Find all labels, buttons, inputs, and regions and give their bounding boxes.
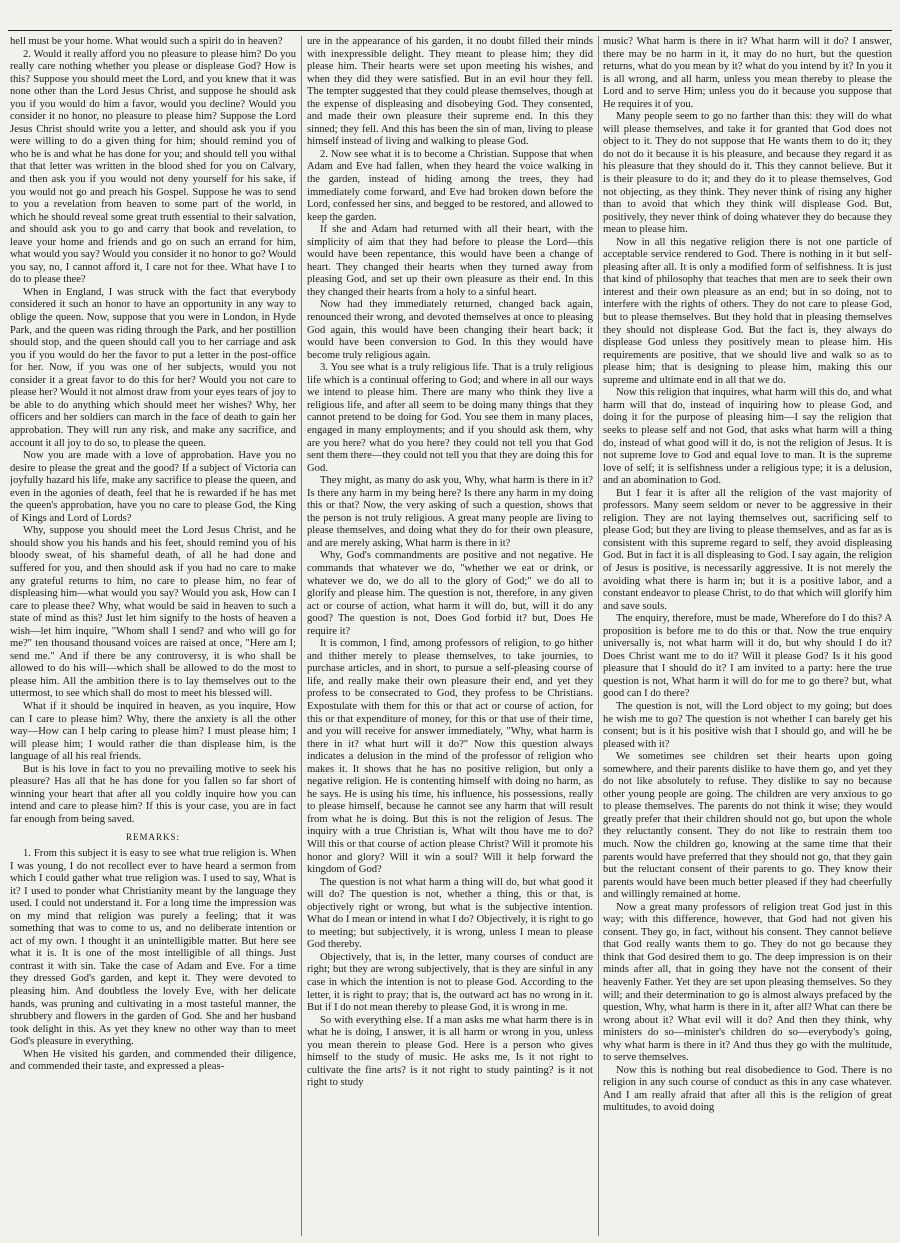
paragraph: The question is not what harm a thing will do, but what good it will do? The question is not, whether a thing, this or that, is objectively right or wrong, but what is the subjective intention. What do I mean or intend in what I do? Objectively, it is right to go to meeting; but subjectively, it is wrong, unless I mean to please God thereby. [307,876,593,951]
paragraph: But I fear it is after all the religion of the vast majority of professors. Many seem seldom or never to be aggressive in their religion. They are not laying themselves out, sacrificing self to please God; but they are living to please themselves, and as far as is consistent with this supreme regard to self, they avoid displeasing God. But in fact it is all displeasing to God. I say again, the religion of Jesus is positive, is necessarily aggressive. It is not merely the avoiding what there is harm in; but it is a positive labor, and a constant endeavor to please Christ, to do that which will glorify him and save souls. [603,487,892,612]
paragraph: ure in the appearance of his garden, it no doubt filled their minds with inexpressible delight. They meant to please him; they did please him. Their hearts were set upon meeting his wishes, and when they did they were satisfied. But in an evil hour they fell. The tempter suggested that they could please themselves, though at the expense of displeasing and disobeying God. They consented, and made their own pleasure their supreme end. In this they sinned; they fell. And this has been the sin of man, living to please himself instead of living and walking to please God. [307,36,593,148]
paragraph: Now this religion that inquires, what harm will this do, and what harm will that do, instead of inquiring how to please God, and doing it for the purpose of pleasing him—I say the religion that seeks to please self and not God, that asks what harm will a thing do, instead of what good will it do, is not the religion of Jesus. It is not supreme love to God and equal love to man. It is the supreme love of self; it is selfishness under a religious type; it is a delusion, and an abomination to God. [603,387,892,487]
paragraph: 1. From this subject it is easy to see what true religion is. When I was young, I do not recollect ever to have heard a sermon from which I could gather what true religion was. I used to say, What is it? I used to ponder what Christianity meant by the language they used. I could not understand it. For a long time the impression was on my mind that religion was purely a feeling; that it was something that was to come to us, and no deliberate intention or act of my own. I thought it an unintelligible matter. But here see what it is. It is one of the most intelligible of all things. Just contrast it with sin. Take the case of Adam and Eve. For a time they dressed God's garden, and kept it. They were devoted to pleasing him. And doubtless the lovely Eve, with her delicate hands, was pruning and cultivating in a most tasteful manner, the shrubbery and flowers in the garden of God. She and her husband took delight in this. As yet they knew no other way than to meet God's pleasure in everything. [10,848,296,1048]
paragraph: The question is not, will the Lord object to my going; but does he wish me to go? The question is not whether I can barely get his consent; but is it his positive wish that I should go, and will he be pleased with it? [603,700,892,750]
paragraph: Objectively, that is, in the letter, many courses of conduct are right; but they are wrong subjectively, that is they are sinful in any case in which the intention is not to please God. According to the letter, it is right to pray; that is, the outward act has no wrong in it. But if I do not mean thereby to please God, it is wrong in me. [307,951,593,1014]
paragraph: But is his love in fact to you no prevailing motive to seek his pleasure? Has all that he has done for you fallen so far short of winning your heart that after all you coldly inquire how you can intend and care to please him? If this is your case, you are in fact far enough from being saved. [10,763,296,825]
paragraph: Why, God's commandments are positive and not negative. He commands that whatever we do, "whether we eat or drink, or whatever we do, we do all to the glory of God;" we do all to glorify and please him. The question is not, therefore, in any given act or course of action, what harm it will do, but, will it do any good? The question is not, Does God forbid it? but, Does He require it? [307,550,593,637]
paragraph: Now this is nothing but real disobedience to God. There is no religion in any such course of conduct as this in any case whatever. And I am really afraid that after all this is the religion of great multitudes, to avoid doing [603,1064,892,1114]
column-divider [598,36,599,1236]
paragraph: It is common, I find, among professors of religion, to go hither and thither merely to please themselves, to take journies, to purchase articles, and in short, to pursue a self-pleasing course of life, and really make their own pleasure their end, and yet they profess to be consecrated to God, they profess to be Christians. Expostulate with them for this or that act or course of action, for this or that expenditure of money, for this or that use of their time, and you will receive for answer immediately, "Why, what harm is there in it? what hurt will it do?" Now this question always indicates a delusion in the mind of the professor of religion who makes it. It shows that he has no positive religion, but only a negative religion. He is contenting himself with doing no harm, as he says. He is using his time, his influence, his possessions, really to please himself, because he cannot see any harm that will result from what he is doing. But this is not the religion of Jesus. The inquiry with a true Christian is, What wilt thou have me to do? Will this or that course of action please Christ? Will it promote his honor and glory? Will it win a soul? Will it help forward the kingdom of God? [307,638,593,876]
paragraph: Now had they immediately returned, changed back again, renounced their wrong, and devoted themselves at once to pleasing God again, this would have been changing their heart back; it would have been conversion to God. In this they would have become truly religious again. [307,299,593,361]
paragraph: So with everything else. If a man asks me what harm there is in what he is doing, I answer, it is all harm or wrong in you, unless you mean therein to please God. Here is a person who gives himself to the study of music. He asks me, Is it not right to cultivate the fine arts? is it not right to study painting? is it not right to study [307,1014,593,1089]
section-heading: REMARKS: [125,832,180,843]
column-2 [307,36,593,1238]
paragraph: Now you are made with a love of approbation. Have you no desire to please the great and the good? If a subject of Victoria can joyfully hazard his life, make any sacrifice to please the queen, and even in the agonies of death, feel that he is rewarded if he has met the queen's approbation, have you no care to please God, the King of Kings and Lord of Lords? [10,450,296,524]
paragraph: When in England, I was struck with the fact that everybody considered it such an honor to have an opportunity in any way to oblige the queen. Now, suppose that you were in London, in Hyde Park, and the queen was riding through the Park, and her postillion should stop, and the queen should call you to her carriage and ask you if you would do her the favor to put a letter in the post-office for her. Now, if you was one of her subjects, would you not consider it a great favor to do this for her? Would you not care to please her? Would it not almost draw from your eyes tears of joy to be able to do anything which should meet her wishes? Why, her officers and her soldiers can march in the face of death to gain her approbation. They will run any risk, and make any sacrifice, and account it all joy to do so, to please the queen. [10,286,296,449]
paragraph: We sometimes see children set their hearts upon going somewhere, and their parents dislike to have them go, and yet they do not like absolutely to refuse. They dislike to say no because other young people are going. The children are very anxious to go to please themselves. The parents do not think it wise; they would greatly prefer that their children should not go, but upon the whole they reluctantly consent. They do not like to restrain them too much. Now the children go, knowing at the same time that their parents would have preferred that they should not go, that they gain but the reluctant consent of their parents to go. They know their parents would have been much better pleased if they had cheerfully and willingly remained at home. [603,751,892,901]
paragraph: Now in all this negative religion there is not one particle of acceptable service rendered to God. There is nothing in it but self-pleasing after all. It is only a modified form of selfishness. It is just that kind of philosophy that teaches that men are to seek their own interest and their own pleasure as an end; but in so doing, not to interfere with the rights of others. They do not care to please God, but to please themselves. But they hold that in pleasing themselves they should not displease God. But the fact is, they always do displease God unless they positively mean to please him. His requirements are positive, that we should live and walk so as to please him; that is designing to please him, making this our supreme and ultimate end in all that we do. [603,236,892,386]
paragraph: When He visited his garden, and commended their diligence, and commended their taste, and expressed a pleas- [10,1048,296,1073]
column-1 [10,36,296,1238]
paragraph: music? What harm is there in it? What harm will it do? I answer, there may be no harm in it, it may do no hurt, but the question returns, what do you mean by it? what do you intend by it? In you it is all wrong, and all harm, unless you mean thereby to please the Lord and to serve Him; unless you do it because you suppose that He requires it of you. [603,36,892,110]
paragraph: Why, suppose you should meet the Lord Jesus Christ, and he should show you his hands and his feet, should remind you of his bloody sweat, of his shameful death, of all he had done and suffered for you, and then should ask if you had no care to make any grateful returns to him, no care to please him, no fear of displeasing him—what would you say? Would you ask, How can I care to please thee? Why, what would be said in heaven to such a state of mind as this? Just let him signify to the hosts of heaven a wish—let him inquire, "Whom shall I send? and who will go for me?" ten thousand thousand voices are raised at once, "Here am I; send me." And if there be any controversy, it is who shall be allowed to do his will—which shall be allowed to do the most to please him. All the ambition there is to lay themselves out to the uttermost, to see which shall do most to meet his blessed will. [10,525,296,700]
paragraph: 2. Now see what it is to become a Christian. Suppose that when Adam and Eve had fallen, when they heard the voice walking in the garden, instead of hiding among the trees, they had immediately come forward, and Eve had broken down before the Lord, confessed her sins, and begged to be restored, and allowed to keep the garden. [307,148,593,223]
paragraph: What if it should be inquired in heaven, as you inquire, How can I care to please him? Why, there the anxiety is all the other way—How can I help caring to please him? I must please him; I will please him; I would rather die than displease him, is the language of all his real friends. [10,700,296,763]
paragraph: 3. You see what is a truly religious life. That is a truly religious life which is a continual offering to God; and where in all our ways we intend to please him. There are many who think they live a religious life, and after all seem to be doing many things that they cannot pretend to be doing for God. You see them in many places, engaged in many employments; and if you should ask them, why are you here? what do you here? they could not tell you that God sent them there—they could not tell you that they are doing this for God. [307,362,593,474]
paragraph: 2. Would it really afford you no pleasure to please him? Do you really care nothing whether you please or displease God? How is this? Suppose you should meet the Lord, and you knew that it was none other than the Lord Jesus Christ, and suppose he should ask you if you would do him a favor, would you decline? Would you consider it no honor, no pleasure to please him? Suppose the Lord Jesus Christ should write you a letter, and should ask you if you were willing to do a given thing for him; should remind you of who he is and what he has done for you; and should tell you withal that that letter was written in the blood shed for you on Calvary, and then ask you if you would not deny yourself for his sake, if you would not go and preach his Gospel. Suppose he was to send to you a revelation from heaven to some part of the world, in which he should reveal some great truth essential to their salvation, and should ask you to go and carry that book and revelation, to leave your home and friends and go on such an errand for him, what would you say? Would you consider it no honor to go? Would you say, no, I cannot afford it, I care not for thee. What have I to do to please thee? [10,48,296,286]
paragraph: Now a great many professors of religion treat God just in this way; with this difference, however, that God had not given his consent. They go, in fact, without his consent. They cannot believe that God really wants them to go. They do not go because they think that God desired them to go. The deep impression is on their minds after all, that in going they have not the consent of their heavenly Father. Yet they are set upon pleasing themselves. So they will; and their determination to go is almost always prefaced by the question, Why, what harm is there in it, after all? What can there be wrong about it? What evil will it do? And then they think, why ministers do so—minister's children do so—everybody's going, why what harm is there in it? And thus they go with the multitude, to serve themselves. [603,901,892,1064]
paragraph: Many people seem to go no farther than this: they will do what will please themselves, and take it for granted that God does not object to it. They do not suppose that He wants them to do it; they do not do it because it is his pleasure, and because they regard it as his pleasure that they should do it. This they cannot believe. But it is their pleasure to do it; and they do it to please themselves, God not objecting, as they think. They never think of rising any higher than to avoid that which they think will displease God. But, positively, they never think of doing whatever they do because they mean to please him. [603,111,892,236]
column-divider [301,36,302,1236]
top-rule [8,30,892,31]
paragraph: If she and Adam had returned with all their heart, with the simplicity of aim that they had before to please the Lord—this would have been repentance, this would have been a change of heart. They changed their hearts when they turned away from pleasing God, and set up their own pleasure as their end. In this they changed their hearts from a holy to a sinful heart. [307,224,593,298]
paragraph: They might, as many do ask you, Why, what harm is there in it? Is there any harm in my being here? Is there any harm in my doing this or that? Now, the very asking of such a question, shows that the person is not truly religious. A great many people are living to please themselves, and doing what they do for their own pleasure, and are merely asking, What harm is there in it? [307,475,593,549]
column-3 [603,36,892,1238]
paragraph: The enquiry, therefore, must be made, Wherefore do I do this? A proposition is before me to do this or that. Now the true enquiry universally is, not what harm will it do, but why should I do it? Does Christ want me to do it? Will it please God? Is it his good pleasure that I should do it? I am invited to a party: here the true question is not, What harm it will do for me to go there? but, what good can I do there? [603,613,892,700]
paragraph: hell must be your home. What would such a spirit do in heaven? [10,36,283,47]
